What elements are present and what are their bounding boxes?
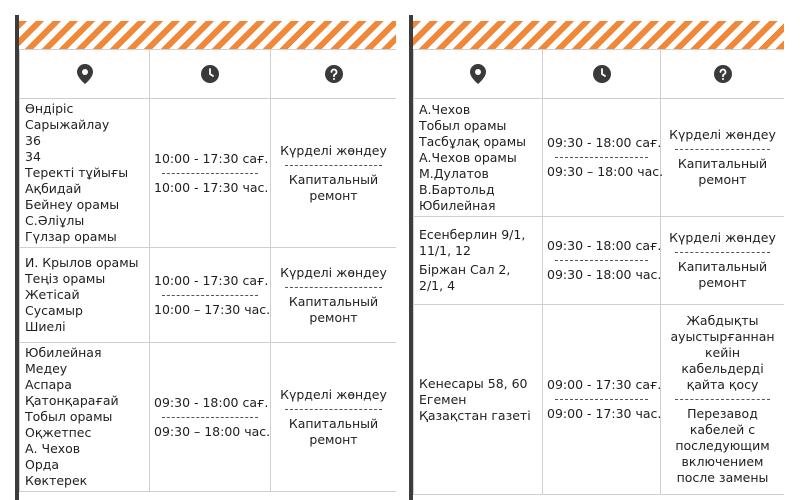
time-cell (543, 305, 661, 495)
address-line: Шиелі (25, 319, 66, 334)
table-row (20, 343, 397, 492)
status-ru: Капитальный ремонт (288, 171, 379, 203)
table-row (414, 217, 785, 305)
header-time-cell (150, 50, 271, 99)
address-line: Тасбұлақ орамы (419, 133, 526, 149)
location-pin-icon (77, 64, 93, 84)
address-cell (20, 343, 150, 492)
address-line: Аспара (25, 377, 72, 392)
address-line: Қатонқарағай (25, 393, 119, 408)
status-ru: Капитальный ремонт (677, 156, 768, 187)
time-ru: 10:00 – 17:30 час. (154, 301, 271, 317)
time-cell (150, 343, 271, 492)
address-line: С.Әліұлы (25, 213, 85, 228)
header-time-cell (543, 50, 661, 99)
dashed-separator (675, 399, 770, 400)
address-line: Юбилейная (25, 345, 102, 360)
table-row (20, 99, 397, 248)
address-line: 34 (25, 149, 41, 164)
dashed-separator (285, 165, 382, 166)
address-line: В.Бартольд (419, 181, 495, 197)
table-header-row (20, 50, 397, 99)
time-ru: 09:30 – 18:00 час. (154, 423, 271, 439)
location-pin-icon (470, 64, 486, 84)
status-kz: Жабдықты ауыстырғаннан кейін кабельдерді қайта қосу (670, 313, 775, 392)
status-ru: Капитальный ремонт (677, 259, 768, 290)
address-line: Ақбидай (25, 181, 82, 196)
table-row (20, 248, 397, 343)
address-cell (414, 99, 543, 217)
address-cell (20, 248, 150, 343)
right-schedule-panel (409, 15, 784, 500)
address-cell (414, 305, 543, 495)
left-schedule-panel (15, 15, 396, 500)
address-line: Өндіріс (25, 101, 74, 116)
address-line: А.Чехов (419, 101, 471, 117)
dashed-separator (555, 157, 648, 158)
time-cell (543, 99, 664, 217)
dashed-separator (162, 295, 258, 296)
status-kz: Күрделі жөндеу (669, 230, 776, 245)
clock-icon (201, 65, 219, 83)
status-kz: Күрделі жөндеу (280, 386, 387, 402)
header-status-cell (661, 50, 785, 99)
time-cell (150, 99, 271, 248)
time-kz: 09:30 - 18:00 сағ. (154, 394, 269, 410)
status-cell (661, 305, 785, 495)
status-cell (661, 99, 785, 217)
time-kz: 09:30 - 18:00 сағ. (547, 238, 662, 253)
address-line: Медеу (25, 361, 68, 376)
question-icon (714, 65, 732, 83)
header-address-cell (20, 50, 150, 99)
time-ru: 09:30 – 18:00 час. (547, 164, 664, 179)
time-ru: 09:00 - 17:30 час. (547, 406, 662, 421)
dashed-separator (675, 252, 770, 253)
address-line: Біржан Сал 2, 2/1, 4 (419, 262, 511, 293)
clock-icon (593, 65, 611, 83)
status-cell (661, 217, 785, 305)
status-kz: Күрделі жөндеу (280, 142, 387, 158)
address-line: Көктерек (25, 473, 88, 488)
address-line: Егемен (419, 391, 467, 407)
address-line: Қазақстан газеті (419, 407, 531, 423)
status-ru: Перезавод кабелей с последующим включением после замены (675, 406, 770, 485)
question-icon (325, 65, 343, 83)
time-kz: 10:00 - 17:30 сағ. (154, 272, 269, 288)
left-schedule-table (19, 49, 396, 492)
address-line: Юбилейная (419, 197, 496, 213)
status-kz: Күрделі жөндеу (280, 264, 387, 280)
address-line: Тобыл орамы (25, 409, 113, 424)
address-line: И. Крылов орамы (25, 255, 139, 270)
dashed-separator (285, 287, 382, 288)
time-kz: 09:30 - 18:00 сағ. (547, 135, 662, 150)
address-line: А.Чехов орамы (419, 149, 517, 165)
address-line: Сусамыр (25, 303, 83, 318)
time-ru: 09:30 - 18:00 час. (547, 267, 662, 282)
right-schedule-table (413, 49, 784, 495)
table-row (414, 305, 785, 495)
address-line: Кенесары 58, 60 (419, 375, 528, 391)
dashed-separator (555, 399, 648, 400)
status-cell (271, 248, 397, 343)
time-cell (543, 217, 661, 305)
table-row (414, 99, 785, 217)
address-line: А. Чехов (25, 441, 81, 456)
status-ru: Капитальный ремонт (288, 293, 379, 325)
address-line: Гүлзар орамы (25, 229, 117, 244)
stripe-banner (413, 21, 784, 49)
address-line: Сарыжайлау (25, 117, 110, 132)
address-line: Жетісай (25, 287, 80, 302)
dashed-separator (675, 149, 770, 150)
status-cell (271, 343, 397, 492)
address-line: Оқжетпес (25, 425, 92, 440)
status-ru: Капитальный ремонт (288, 415, 379, 447)
header-status-cell (271, 50, 397, 99)
status-kz: Күрделі жөндеу (669, 127, 776, 142)
address-line: 36 (25, 133, 41, 148)
address-line: Тобыл орамы (419, 117, 507, 133)
header-address-cell (414, 50, 543, 99)
time-kz: 09:00 - 17:30 сағ. (547, 377, 662, 392)
address-line: Есенберлин 9/1, 11/1, 12 (419, 227, 526, 258)
table-header-row (414, 50, 785, 99)
address-cell (20, 99, 150, 248)
dashed-separator (162, 173, 258, 174)
dashed-separator (555, 260, 648, 261)
dashed-separator (162, 417, 258, 418)
address-line: Орда (25, 457, 60, 472)
address-line: Теңіз орамы (25, 271, 106, 286)
dashed-separator (285, 409, 382, 410)
stripe-banner (19, 21, 396, 49)
address-cell (414, 217, 543, 305)
address-line: Теректі тұйығы (25, 165, 129, 180)
address-line: М.Дулатов (419, 165, 489, 181)
time-cell (150, 248, 271, 343)
time-kz: 10:00 - 17:30 сағ. (154, 150, 269, 166)
address-line: Бейнеу орамы (25, 197, 120, 212)
status-cell (271, 99, 397, 248)
time-ru: 10:00 - 17:30 час. (154, 179, 269, 195)
